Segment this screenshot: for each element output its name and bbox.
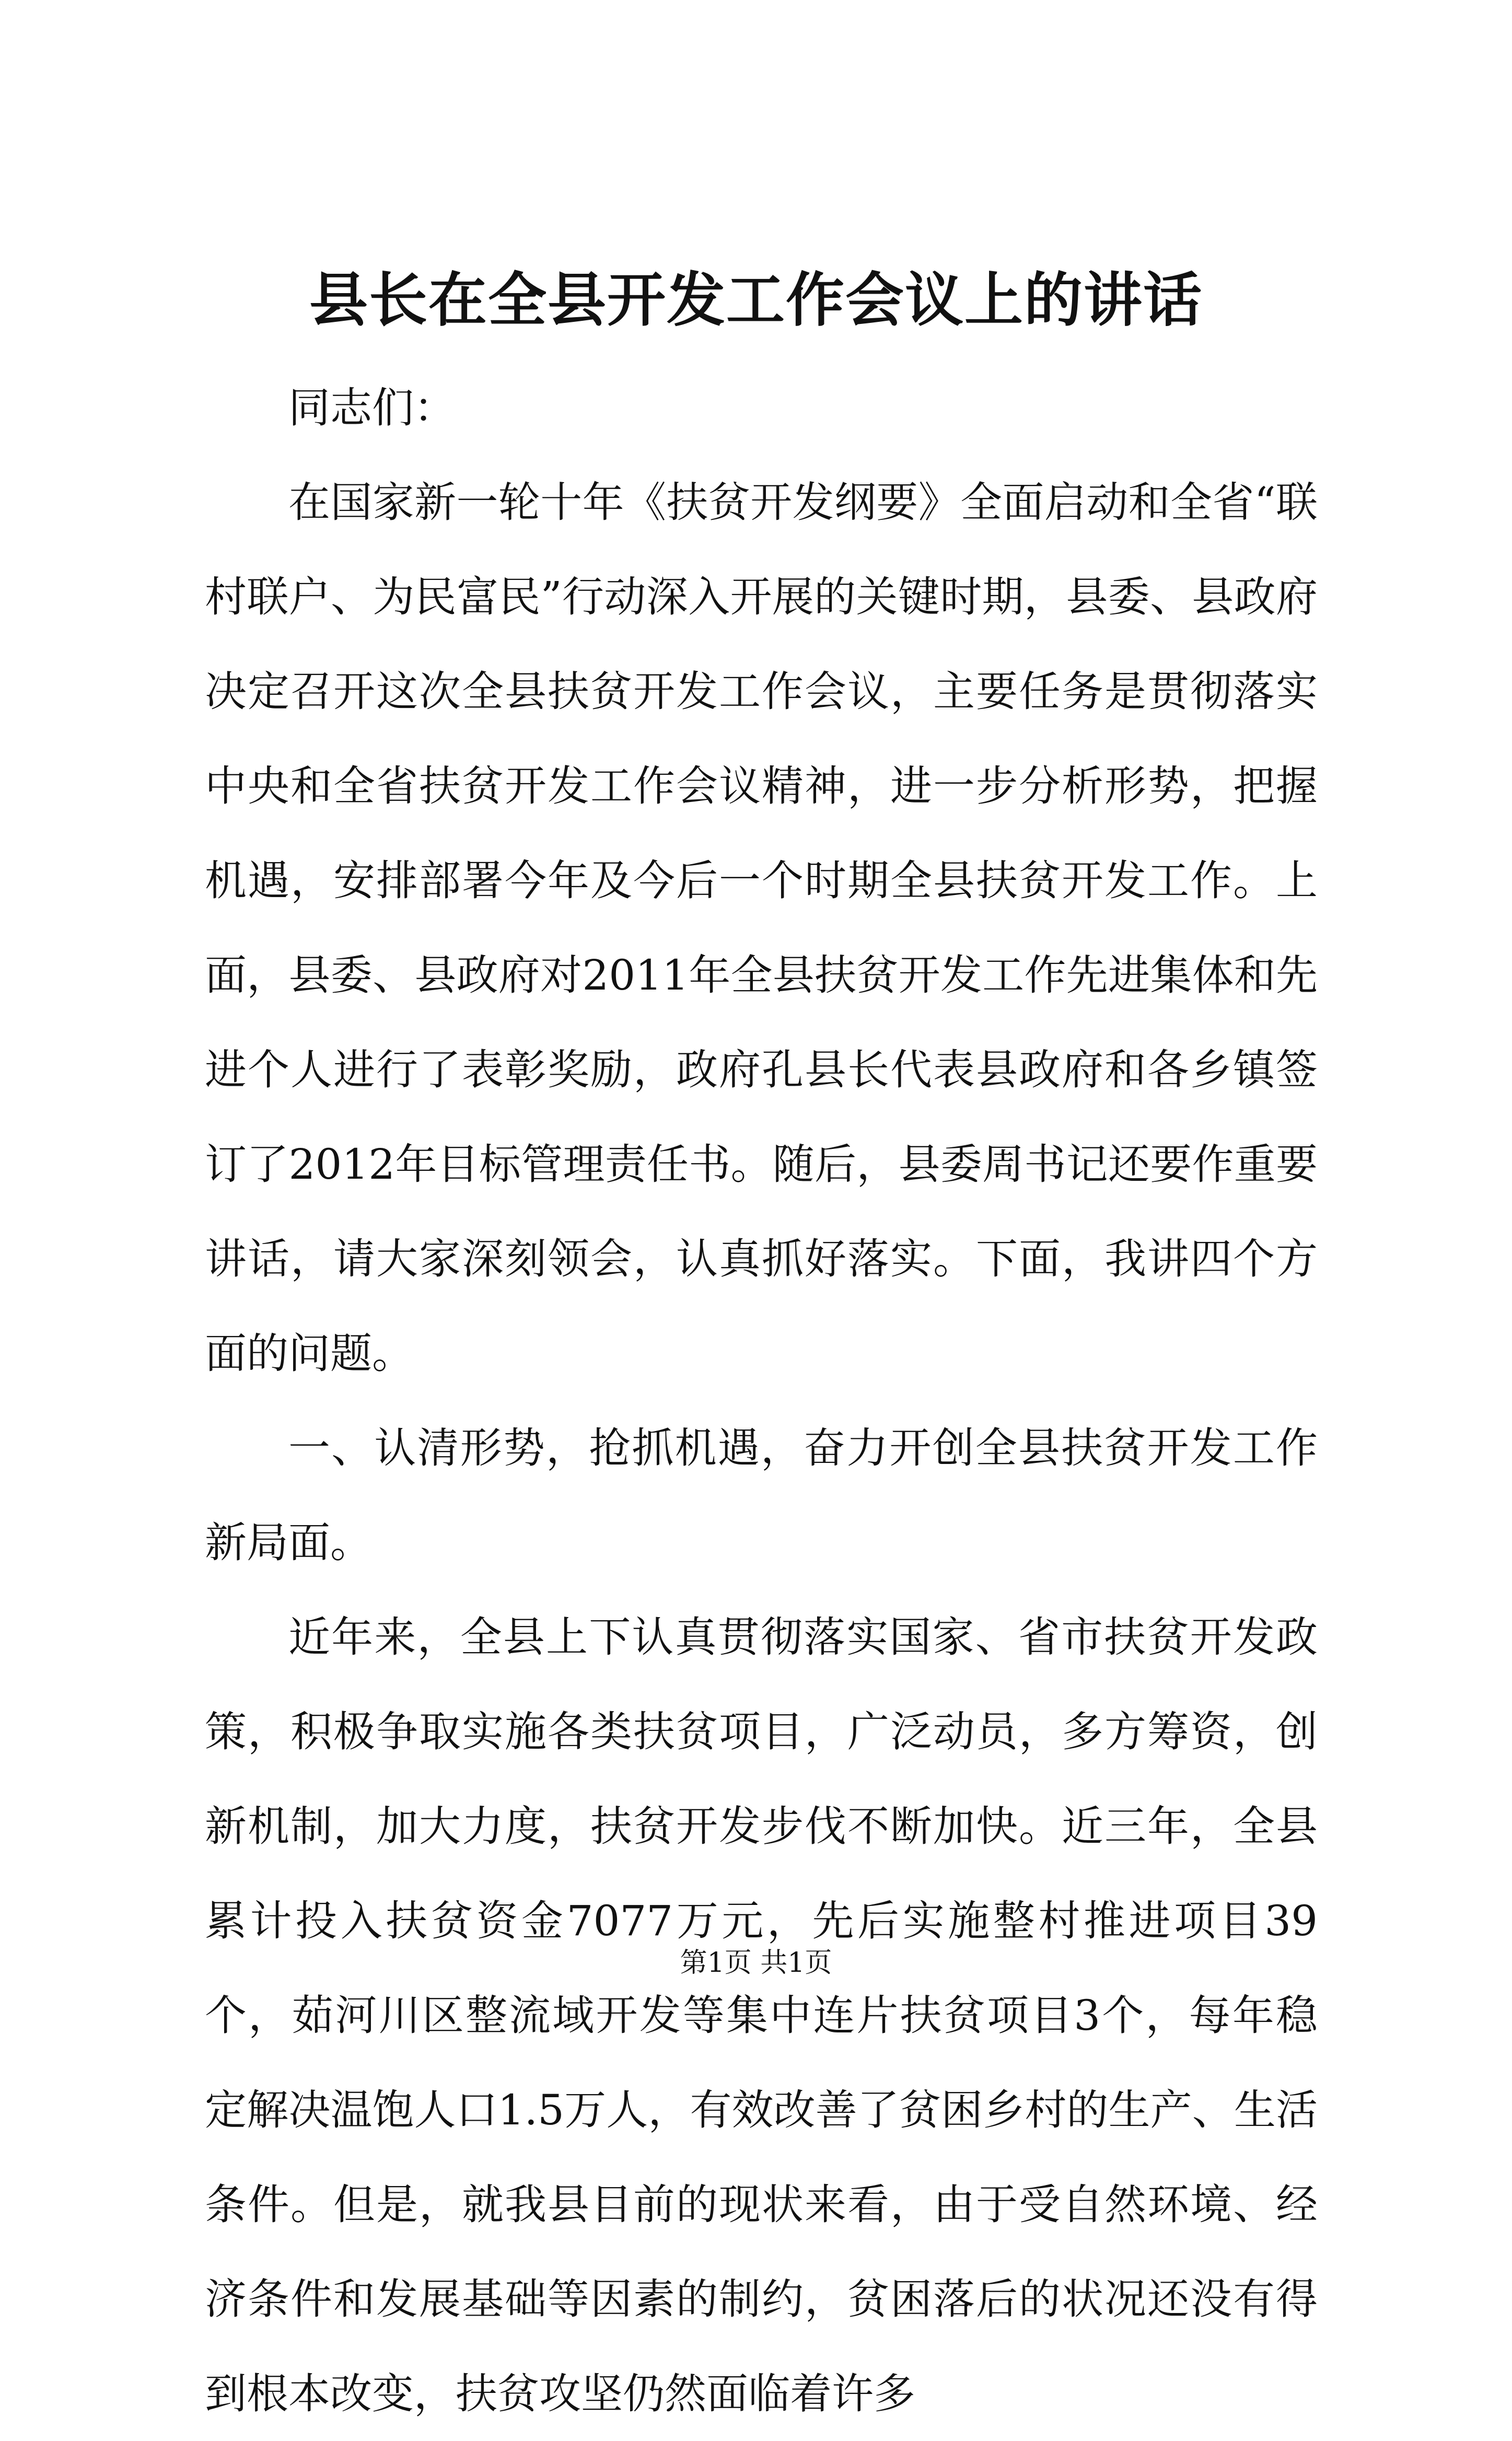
document-body [205, 361, 1318, 2441]
document-title: 县长在全县开发工作会议上的讲话 [309, 266, 1203, 334]
page-number: 第1页 [680, 1947, 752, 1979]
section-heading-1: 一、认清形势，抢抓机遇，奋力开创全县扶贫开发工作新局面。 [205, 1424, 1318, 1567]
paragraph-section-1: 近年来，全县上下认真贯彻落实国家、省市扶贫开发政策，积极争取实施各类扶贫项目，广泛动员，多方筹资，创新机制，加大力度，扶贫开发步伐不断加快。近三年，全县累计投入扶贫资金7077万元，先后实施整村推进项目39个，茹河川区整流域开发等集中连片扶贫项目3个，每年稳定解决温饱人口1.5万人，有效改善了贫困乡村的生产、生活条件。但是，就我县目前的现状来看，由于受自然环境、经济条件和发展基础等因素的制约，贫困落后的状况还没有得到根本改变，扶贫攻坚仍然面临着许多 [205, 1613, 1318, 2418]
paragraph-intro: 在国家新一轮十年《扶贫开发纲要》全面启动和全省“联村联户、为民富民”行动深入开展的关键时期，县委、县政府决定召开这次全县扶贫开发工作会议，主要任务是贯彻落实中央和全省扶贫开发工作会议精神，进一步分析形势，把握机遇，安排部署今年及今后一个时期全县扶贫开发工作。上面，县委、县政府对2011年全县扶贫开发工作先进集体和先进个人进行了表彰奖励，政府孔县长代表县政府和各乡镇签订了2012年目标管理责任书。随后，县委周书记还要作重要讲话，请大家深刻领会，认真抓好落实。下面，我讲四个方面的问题。 [205, 478, 1318, 1378]
page-total: 共1页 [760, 1947, 832, 1979]
page-footer [0, 1945, 1512, 1981]
salutation: 同志们： [288, 383, 456, 432]
